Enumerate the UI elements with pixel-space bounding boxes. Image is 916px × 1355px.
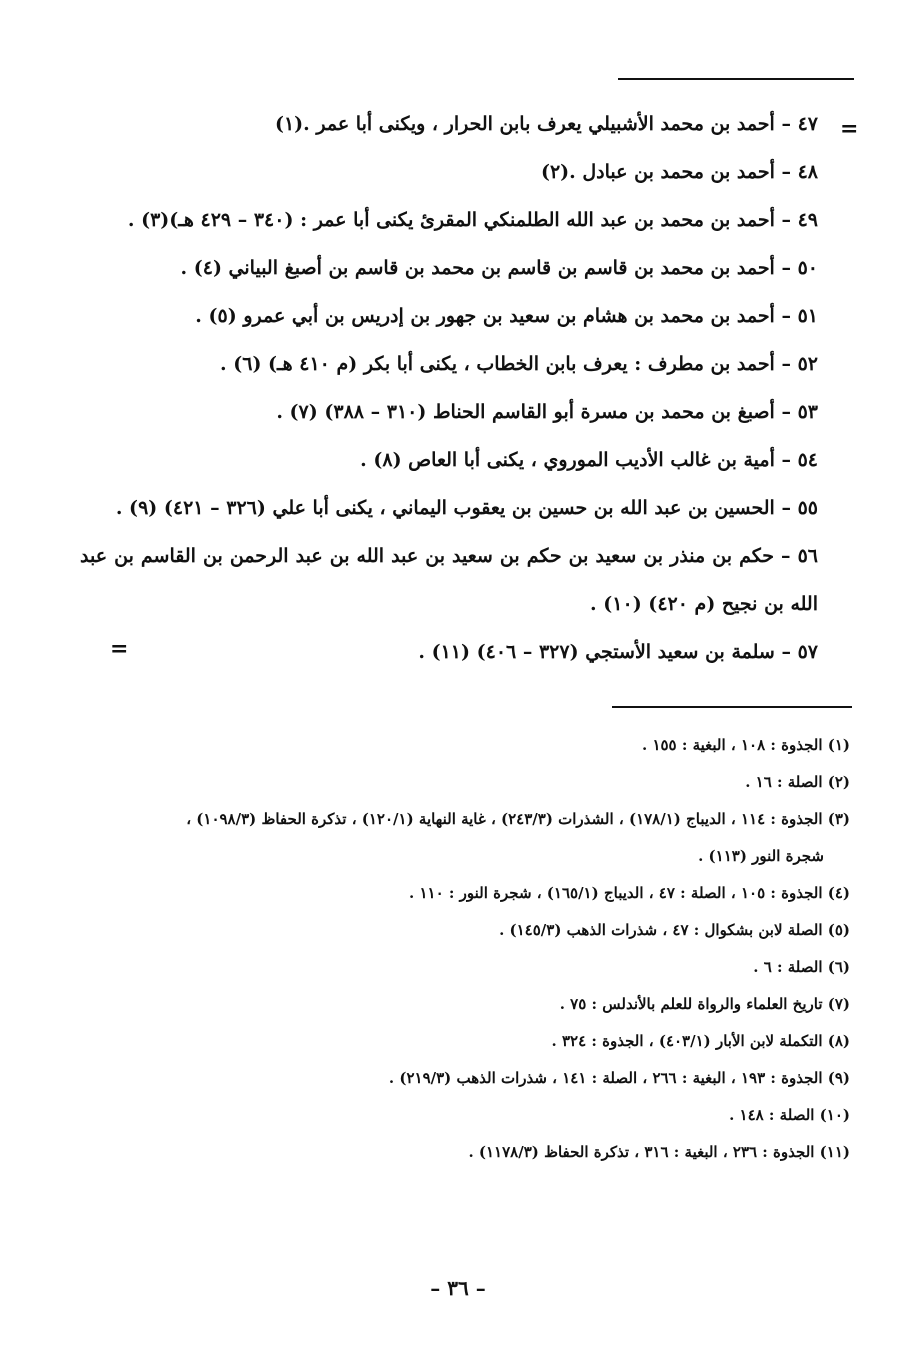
footnote-1: (١) الجذوة : ١٠٨ ، البغية : ١٥٥ . xyxy=(641,736,850,754)
entry-55: ٥٥ – الحسين بن عبد الله بن حسين بن يعقوب اليماني ، يكنى أبا علي (٣٢٦ – ٤٢١) (٩) . xyxy=(115,497,818,519)
page-number: – ٣٦ – xyxy=(430,1276,486,1300)
entry-49: ٤٩ – أحمد بن محمد بن عبد الله الطلمنكي المقرئ يكنى أبا عمر : (٣٤٠ – ٤٢٩ هـ)(٣) . xyxy=(127,209,818,231)
footnote-8: (٨) التكملة لابن الأبار (٤٠٣/١) ، الجذوة : ٣٢٤ . xyxy=(551,1032,850,1050)
entry-56: ٥٦ – حكم بن منذر بن سعيد بن حكم بن سعيد بن عبد الله بن عبد الرحمن بن القاسم بن عبد الله بن نجيح (م ٤٢٠) (١٠) . xyxy=(80,545,818,615)
footnote-7: (٧) تاريخ العلماء والرواة للعلم بالأندلس : ٧٥ . xyxy=(559,995,850,1013)
footnote-10: (١٠) الصلة : ١٤٨ . xyxy=(729,1106,850,1124)
footnote-3: (٣) الجذوة : ١١٤ ، الديباج (١٧٨/١) ، الشذرات (٢٤٣/٣) ، غاية النهاية (١٢٠/١) ، تذكرة الحفاظ (١٠٩٨/٣) ، xyxy=(186,810,850,828)
entry-47: ٤٧ – أحمد بن محمد الأشبيلي يعرف بابن الحرار ، ويكنى أبا عمر .(١) xyxy=(274,113,818,135)
footnote-9: (٩) الجذوة : ١٩٣ ، البغية : ٢٦٦ ، الصلة : ١٤١ ، شذرات الذهب (٢١٩/٣) . xyxy=(388,1069,850,1087)
entry-48: ٤٨ – أحمد بن محمد بن عبادل .(٢) xyxy=(540,161,818,183)
biography-entries xyxy=(80,100,818,676)
entry-51: ٥١ – أحمد بن محمد بن هشام بن سعيد بن جهور بن إدريس بن أبي عمرو (٥) . xyxy=(195,305,818,327)
footnote-4: (٤) الجذوة : ١٠٥ ، الصلة : ٤٧ ، الديباج (١٦٥/١) ، شجرة النور : ١١٠ . xyxy=(409,884,850,902)
entry-52: ٥٢ – أحمد بن مطرف : يعرف بابن الخطاب ، يكنى أبا بكر (م ٤١٠ هـ) (٦) . xyxy=(219,353,818,375)
footnote-5: (٥) الصلة لابن بشكوال : ٤٧ ، شذرات الذهب (١٤٥/٣) . xyxy=(499,921,850,939)
continuation-marker-top: = xyxy=(840,116,859,142)
entry-57: ٥٧ – سلمة بن سعيد الأستجي (٣٢٧ – ٤٠٦) (١١) . xyxy=(418,641,818,663)
footnote-11: (١١) الجذوة : ٢٣٦ ، البغية : ٣١٦ ، تذكرة الحفاظ (١١٧٨/٣) . xyxy=(468,1143,850,1161)
entry-54: ٥٤ – أمية بن غالب الأديب الموروي ، يكنى أبا العاص (٨) . xyxy=(360,449,818,471)
continuation-marker-bottom: = xyxy=(110,636,129,662)
footnote-divider xyxy=(612,706,852,708)
entry-53: ٥٣ – أصبغ بن محمد بن مسرة أبو القاسم الحناط (٣١٠ – ٣٨٨) (٧) . xyxy=(276,401,818,423)
footnote-6: (٦) الصلة : ٦ . xyxy=(753,958,850,976)
entry-50: ٥٠ – أحمد بن محمد بن قاسم بن قاسم بن محمد بن قاسم بن أصبغ البياني (٤) . xyxy=(180,257,818,279)
footnote-3-continuation: شجرة النور (١١٣) . xyxy=(698,847,824,865)
footnotes xyxy=(80,727,850,1171)
top-divider xyxy=(618,78,854,80)
footnote-2: (٢) الصلة : ١٦ . xyxy=(745,773,850,791)
